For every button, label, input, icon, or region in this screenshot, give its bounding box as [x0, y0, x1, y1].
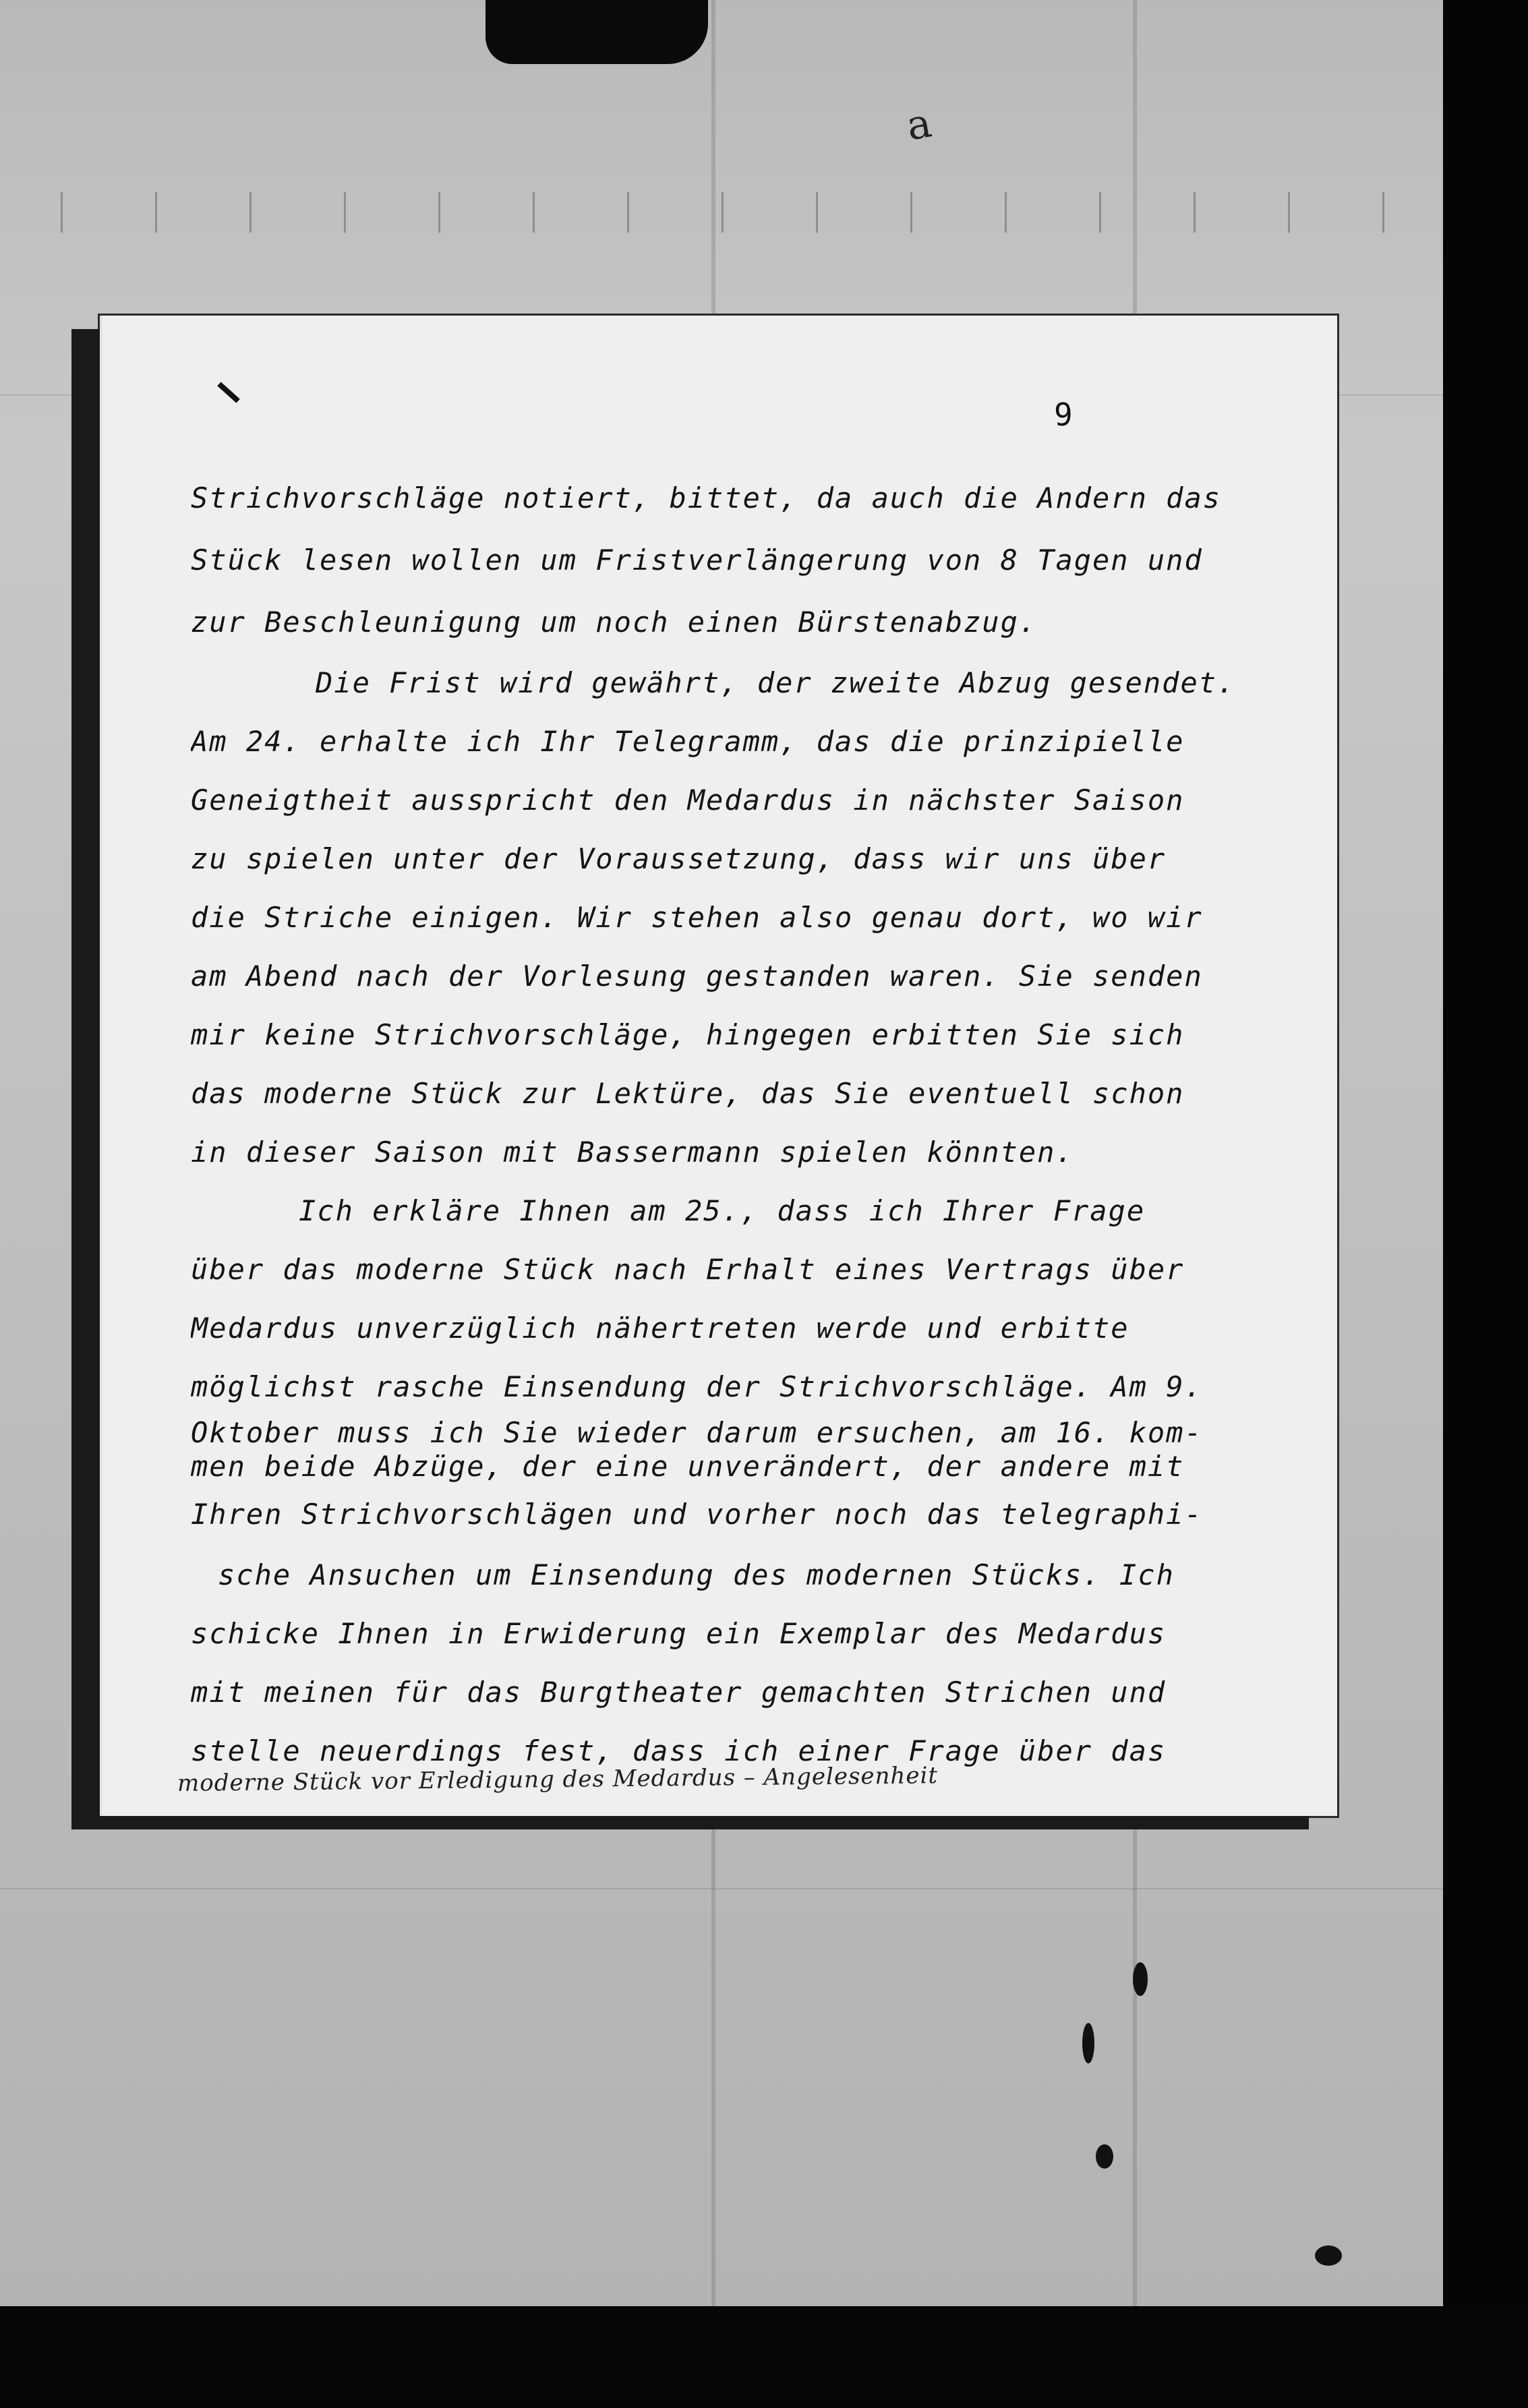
- ink-stain: [1082, 2023, 1094, 2063]
- page-number: 9: [1054, 397, 1073, 433]
- text-line: men beide Abzüge, der eine unverändert, der andere mit: [191, 1450, 1185, 1483]
- text-line: das moderne Stück zur Lektüre, das Sie eventuell schon: [191, 1077, 1185, 1110]
- text-line: am Abend nach der Vorlesung gestanden waren. Sie senden: [191, 960, 1203, 993]
- text-line: zur Beschleunigung um noch einen Bürstenabzug.: [191, 606, 1038, 639]
- text-line: stelle neuerdings fest, dass ich einer Frage über das: [191, 1734, 1167, 1767]
- text-line: über das moderne Stück nach Erhalt eines Vertrags über: [191, 1253, 1185, 1286]
- page-body-text: [191, 467, 1324, 1780]
- text-line: Ihren Strichvorschlägen und vorher noch das telegraphi-: [191, 1498, 1203, 1531]
- torn-edge: [486, 0, 708, 64]
- text-line: Die Frist wird gewährt, der zweite Abzug gesendet.: [316, 666, 1236, 699]
- text-line: Stück lesen wollen um Fristverlängerung von 8 Tagen und: [191, 544, 1203, 577]
- text-line: Ich erkläre Ihnen am 25., dass ich Ihrer Frage: [299, 1194, 1146, 1227]
- typewritten-page: [100, 316, 1337, 1816]
- text-line: schicke Ihnen in Erwiderung ein Exemplar des Medardus: [191, 1617, 1167, 1650]
- corner-annotation: a: [903, 99, 935, 150]
- text-line: in dieser Saison mit Bassermann spielen könnten.: [191, 1136, 1074, 1169]
- text-line: Medardus unverzüglich nähertreten werde und erbitte: [191, 1312, 1129, 1345]
- text-line: Strichvorschläge notiert, bittet, da auch die Andern das: [191, 481, 1222, 515]
- bottom-shadow: [0, 2306, 1528, 2408]
- ink-stain: [1315, 2245, 1342, 2266]
- text-line: zu spielen unter der Voraussetzung, dass wir uns über: [191, 842, 1167, 875]
- ink-stain: [1096, 2144, 1113, 2169]
- handwritten-annotation: moderne Stück vor Erledigung des Medardus – Angelesenheit: [177, 1762, 939, 1797]
- text-line: mir keine Strichvorschläge, hingegen erbitten Sie sich: [191, 1018, 1185, 1051]
- tick-mark-row: [20, 192, 1423, 233]
- text-line: mit meinen für das Burgtheater gemachten Strichen und: [191, 1676, 1167, 1709]
- binding-shadow: [1443, 0, 1528, 2408]
- text-line: Oktober muss ich Sie wieder darum ersuchen, am 16. kom-: [191, 1416, 1203, 1449]
- text-line: die Striche einigen. Wir stehen also genau dort, wo wir: [191, 901, 1203, 934]
- text-line: Geneigtheit ausspricht den Medardus in nächster Saison: [191, 784, 1185, 817]
- text-line: möglichst rasche Einsendung der Strichvorschläge. Am 9.: [191, 1370, 1203, 1403]
- ink-stain: [1133, 1962, 1148, 1996]
- text-line: Am 24. erhalte ich Ihr Telegramm, das die prinzipielle: [191, 725, 1185, 758]
- margin-mark: [217, 382, 240, 403]
- text-line: sche Ansuchen um Einsendung des modernen Stücks. Ich: [218, 1558, 1175, 1591]
- ruled-line: [0, 1888, 1443, 1889]
